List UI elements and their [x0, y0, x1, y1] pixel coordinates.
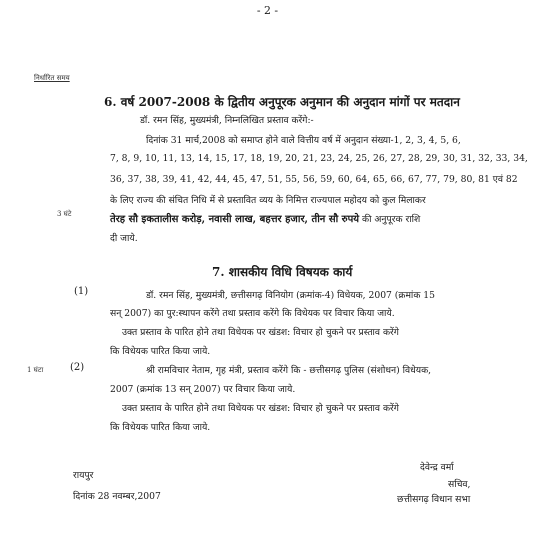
section-6-line: 7, 8, 9, 10, 11, 13, 14, 15, 17, 18, 19, 20, 21, 23, 24, 25, 26, 27, 28, 29, 30, 31, 32, 33, 34,: [110, 153, 528, 164]
signatory-title: सचिव,: [448, 479, 471, 490]
item-1-line: कि विधेयक पारित किया जाये.: [110, 346, 211, 357]
margin-heading: निर्धारित समय: [34, 74, 70, 82]
grant-amount: तेरह सौ इकतालीस करोड़, नवासी लाख, बहत्तर हजार, तीन सौ रुपये: [110, 214, 360, 225]
section-6-time: 3 घंटे: [57, 210, 72, 218]
section-7-heading: 7. शासकीय विधि विषयक कार्य: [212, 265, 353, 279]
section-6-amount-line: [110, 211, 420, 225]
section-6-heading: 6. वर्ष 2007-2008 के द्वितीय अनुपूरक अनुमान की अनुदान मांगों पर मतदान: [104, 95, 460, 109]
footer-place: रायपुर: [73, 470, 94, 481]
signatory-org: छत्तीसगढ़ विधान सभा: [397, 494, 471, 505]
signatory-name: देवेन्द्र वर्मा: [420, 462, 454, 473]
section-6-line: दी जाये.: [110, 233, 138, 244]
section-6-line: डॉ. रमन सिंह, मुख्यमंत्री, निम्नलिखित प्रस्ताव करेंगे:-: [140, 115, 314, 126]
section-6-line: के लिए राज्य की संचित निधि में से प्रस्तावित व्यय के निमित्त राज्यपाल महोदय को कुल मिलाकर: [110, 195, 426, 206]
item-2-line: श्री रामविचार नेताम, गृह मंत्री, प्रस्ताव करेंगे कि - छत्तीसगढ़ पुलिस (संशोधन) विधेयक,: [146, 365, 432, 376]
item-1-number: (1): [74, 286, 89, 297]
item-2-time: 1 घंटा: [27, 366, 44, 374]
item-1-line: उक्त प्रस्ताव के पारित होने तथा विधेयक पर खंडश: विचार हो चुकने पर प्रस्ताव करेंगे: [122, 327, 399, 338]
item-1-line: डॉ. रमन सिंह, मुख्यमंत्री, छत्तीसगढ़ विनियोग (क्रमांक-4) विधेयक, 2007 (क्रमांक 15: [146, 290, 435, 301]
section-6-line: 36, 37, 38, 39, 41, 42, 44, 45, 47, 51, 55, 56, 59, 60, 64, 65, 66, 67, 77, 79, 80, 81 एवं 82: [110, 174, 518, 185]
grant-amount-rest: की अनुपूरक राशि: [359, 214, 421, 225]
item-2-number: (2): [70, 362, 85, 373]
footer-date: दिनांक 28 नवम्बर,2007: [73, 491, 161, 502]
page-number: - 2 -: [256, 4, 279, 17]
section-6-line: दिनांक 31 मार्च,2008 को समाप्त होने वाले वित्तीय वर्ष में अनुदान संख्या-1, 2, 3, 4, 5, 6,: [146, 135, 461, 146]
item-1-line: सन् 2007) का पुर:स्थापन करेंगे तथा प्रस्ताव करेंगे कि विधेयक पर विचार किया जाये.: [110, 308, 395, 319]
item-2-line: उक्त प्रस्ताव के पारित होने तथा विधेयक पर खंडश: विचार हो चुकने पर प्रस्ताव करेंगे: [122, 403, 399, 414]
item-2-line: 2007 (क्रमांक 13 सन् 2007) पर विचार किया जाये.: [110, 384, 296, 395]
item-2-line: कि विधेयक पारित किया जाये.: [110, 422, 211, 433]
